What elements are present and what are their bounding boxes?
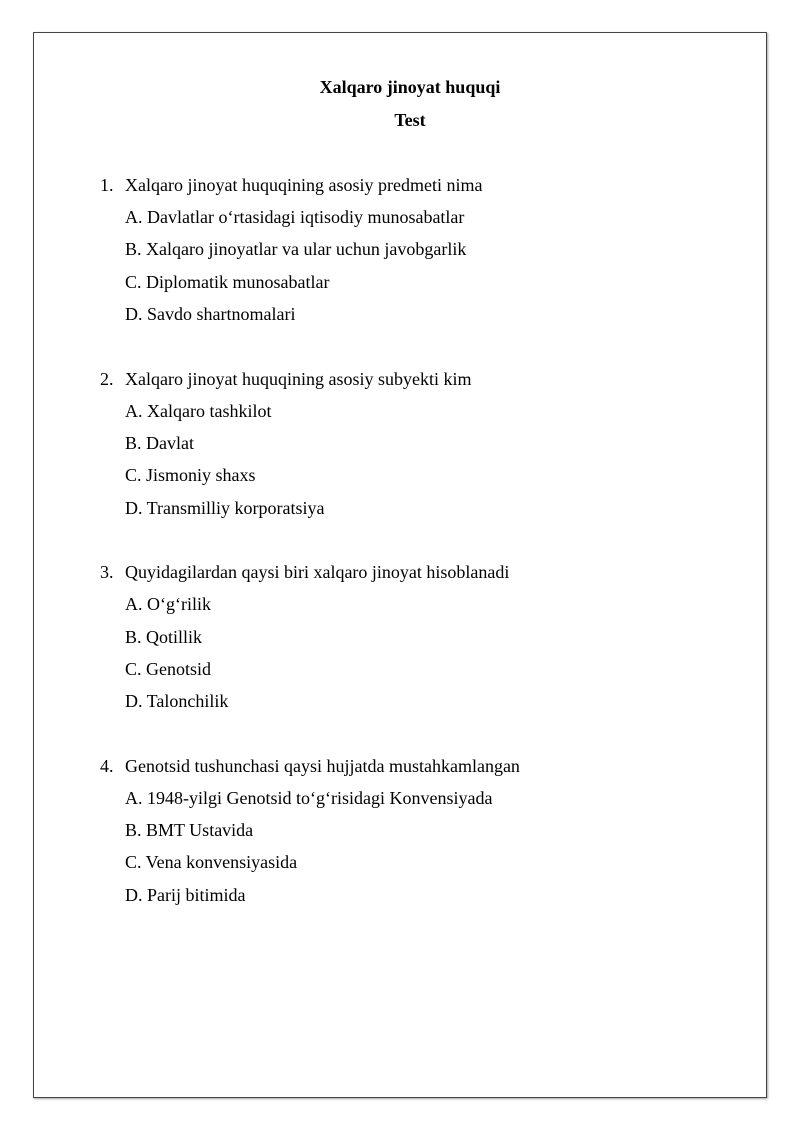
question-list (100, 176, 740, 950)
question-text: Xalqaro jinoyat huquqining asosiy subyekti kim (125, 368, 472, 389)
question-3 (100, 563, 740, 595)
question-block-3 (100, 563, 740, 725)
option-b: B. Xalqaro jinoyatlar va ular uchun javobgarlik (125, 239, 467, 260)
option-a: A. Davlatlar o‘rtasidagi iqtisodiy munosabatlar (125, 207, 465, 227)
question-number: 3. (100, 562, 114, 583)
option-a: A. 1948-yilgi Genotsid to‘g‘risidagi Konvensiyada (125, 787, 493, 808)
option-a: A. Xalqaro tashkilot (125, 400, 272, 421)
option-b: B. BMT Ustavida (125, 820, 254, 841)
option-c: C. Vena konvensiyasida (125, 852, 298, 873)
option-d: D. Savdo shartnomalari (125, 304, 296, 325)
option-d: D. Transmilliy korporatsiya (125, 497, 325, 518)
question-text: Genotsid tushunchasi qaysi hujjatda mustahkamlangan (125, 755, 520, 776)
document-subtitle: Test (394, 110, 426, 130)
question-1 (100, 176, 740, 208)
option-c: C. Diplomatik munosabatlar (125, 271, 330, 292)
option-c: C. Genotsid (125, 658, 212, 679)
question-number: 2. (100, 368, 114, 389)
option-c: C. Jismoniy shaxs (125, 465, 256, 486)
question-number: 1. (100, 175, 114, 195)
option-b: B. Davlat (125, 432, 194, 453)
question-block-4 (100, 757, 740, 919)
option-d: D. Parij bitimida (125, 884, 246, 905)
question-block-2 (100, 370, 740, 532)
question-2 (100, 370, 740, 402)
document-title: Xalqaro jinoyat huquqi (319, 77, 501, 97)
question-text: Xalqaro jinoyat huquqining asosiy predmeti nima (125, 175, 483, 195)
option-b: B. Qotillik (125, 626, 203, 647)
option-d: D. Talonchilik (125, 691, 229, 712)
question-text: Quyidagilardan qaysi biri xalqaro jinoyat hisoblanadi (125, 562, 510, 583)
question-number: 4. (100, 755, 114, 776)
question-block-1 (100, 176, 740, 338)
question-4 (100, 757, 740, 789)
option-a: A. O‘g‘rilik (125, 594, 211, 615)
